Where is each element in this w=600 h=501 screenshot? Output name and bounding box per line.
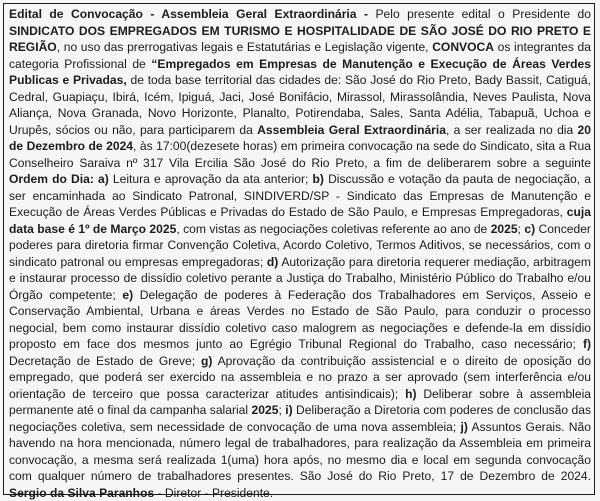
signer-name: Sergio da Silva Paranhos xyxy=(9,485,155,500)
assembly-name: Assembleia Geral Extraordinária xyxy=(257,122,446,137)
professional-category: “Empregados em Empresas de Manutenção e Execução de Áreas Verdes Publicas e Privadas, xyxy=(9,56,592,88)
agenda-item-j-label: j) xyxy=(460,419,468,434)
negotiation-year: 2025 xyxy=(490,221,518,236)
agenda-item-f-label: f) xyxy=(582,337,591,352)
notice-text: , no uso das prerrogativas legais e Estatutárias e Legislação vigente, xyxy=(56,40,433,55)
signer-role: - Diretor - Presidente. xyxy=(154,485,274,500)
assembly-date: 20 de Dezembro de 2024 xyxy=(9,122,591,154)
agenda-item-a-label: a) xyxy=(93,172,109,187)
notice-text: os integrantes da categoria Profissional de xyxy=(9,40,591,71)
agenda-item-d-label: d) xyxy=(266,254,279,269)
base-date: cuja data base é 1º de Março 2025 xyxy=(9,205,591,236)
notice-text: Pelo presente edital o Presidente do xyxy=(368,7,591,21)
agenda-item-b-label: b) xyxy=(312,172,324,187)
agenda-item-f: Decretação de Estado de Greve; xyxy=(9,353,201,368)
agenda-item-h: Deliberar sobre à assembleia permanente até o final da campanha salarial xyxy=(9,386,591,418)
agenda-item-i: Deliberação a Diretoria com poderes de conclusão das negociações coletiva, sem necessidade de convocação de uma nova assembleia; xyxy=(9,403,591,434)
notice-heading: Edital de Convocação - Assembleia Geral Extraordinária - xyxy=(9,7,368,21)
agenda-item-c: Conceder poderes para diretoria firmar Convenção Coletiva, Acordo Coletivo, Termos Aditivos, se necessários, com o sindicato patronal ou empresas empregadoras; xyxy=(9,221,591,269)
agenda-item-e-label: e) xyxy=(122,287,134,302)
agenda-item-c-label: c) xyxy=(524,221,536,236)
agenda-item-e: Delegação de poderes à Federação dos Trabalhadores em Serviços, Asseio e Conservação Ambiental, Urbana e áreas Verdes no Estado de São Paulo, para conduzir o processo negocial, bem como instaurar dissídio coletivo caso malogrem as negociações e defende-la em dissídio proposto em face dos mesmos junto ao Egrégio Tribunal Regional do Trabalho, caso necessário; xyxy=(9,287,591,352)
notice-text: de toda base territorial das cidades de: São José do Rio Preto, Bady Bassit, Catiguá, Cedral, Guapiaçu, Ibirá, Icém, Ipiguá, Jaci, José Bonifácio, Mirassol, Mirassolândia, Neves Paulista, Nova Aliança, Nova Granada, Novo Horizonte, Planalto, Potirendaba, Sales, Santa Adélia, Tabapuã, Uchoa e Urupês, sócios ou não, para participarem da xyxy=(9,73,591,137)
convocation-notice xyxy=(9,6,591,501)
agenda-item-a: Leitura e aprovação da ata anterior; xyxy=(108,172,313,187)
convoca-keyword: CONVOCA xyxy=(432,40,495,55)
notice-text: , a ser realizada no dia xyxy=(445,122,578,137)
agenda-item-g: Aprovação da contribuição assistencial e o direito de oposição do empregado, que poderá ser exercido na assembleia e no prazo a ser aprovado (sem interferência e/ou orientação de terceiro que possa caracterizar atitudes antisindicais); xyxy=(9,353,591,401)
agenda-item-j: Assuntos Gerais. Não havendo na hora mencionada, número legal de trabalhadores, para realização da Assembleia em primeira convocação, a mesma será realizada 1(uma) hora após, no mesmo dia e local em segunda convocação com qualquer número de trabalhadores presentes. São José do Rio Preto, 17 de Dezembro de 2024. xyxy=(9,419,591,484)
agenda-item-g-label: g) xyxy=(200,353,213,368)
union-name: SINDICATO DOS EMPREGADOS EM TURISMO E HOSPITALIDADE DE SÃO JOSÉ DO RIO PRETO E REGIÃO xyxy=(9,23,591,55)
agenda-item-d: Autorização para diretoria requerer mediação, arbitragem e instaurar processo de dissídio coletivo perante a Justiça do Trabalho, Ministério Público do Trabalho e/ou Órgão competente; xyxy=(9,254,591,302)
agenda-item-b: Discussão e votação da pauta de negociação, a ser encaminhada ao Sindicato Patronal, SINDIVERD/SP - Sindicato das Empresas de Manutenção e Execução de Áreas Verdes Públicas e Privadas do Estado de São Paulo, e Empresas Empregadoras, xyxy=(9,172,591,220)
agenda-item-b: , com vistas as negociações coletivas referente ao ano de xyxy=(176,221,491,236)
campaign-year: 2025 xyxy=(251,403,279,418)
agenda-item-h-label: h) xyxy=(405,386,417,401)
notice-text: ; xyxy=(517,221,525,236)
notice-text: ; xyxy=(278,403,286,418)
agenda-item-i-label: i) xyxy=(285,403,293,418)
notice-text: , às 17:00(dezesete horas) em primeira convocação na sede do Sindicato, sita a Rua Conselheiro Saraiva nº 317 Vila Ercilia São José do Rio Preto, a fim de deliberarem sobre a seguinte xyxy=(9,139,591,170)
agenda-label: Ordem do Dia: xyxy=(9,172,94,187)
